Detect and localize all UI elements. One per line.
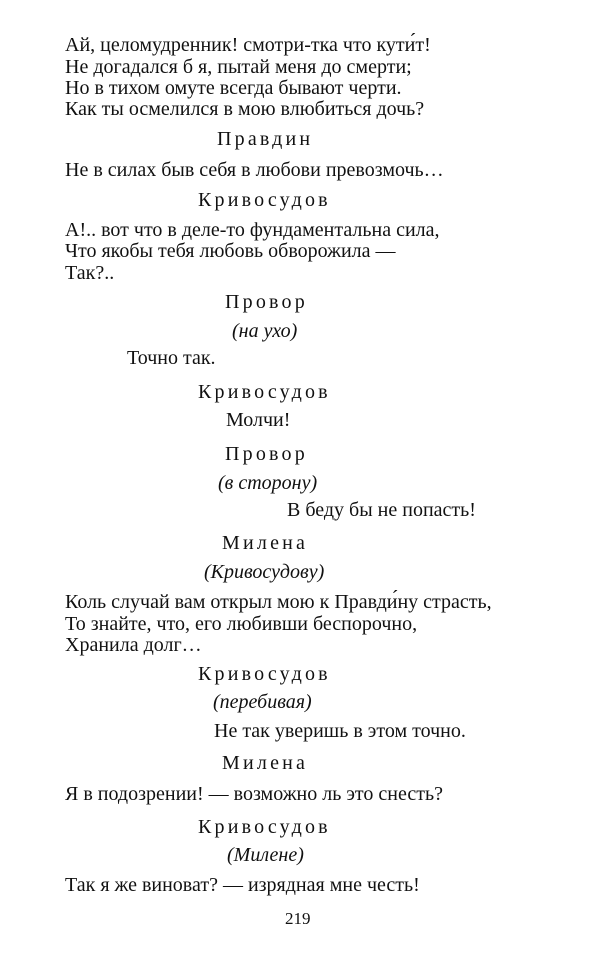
verse-line: Коль случай вам открыл мою к Правди́ну страсть, [65,591,492,613]
stage-direction: (на ухо) [232,320,298,342]
page-number: 219 [285,909,311,928]
verse-line: То знайте, что, его любивши беспорочно, [65,613,418,635]
verse-line: Хранила долг… [65,634,202,656]
verse-line: Ай, целомудренник! смотри-тка что кути́т! [65,34,431,56]
speaker-name: Кривосудов [198,663,331,685]
stage-direction: (Милене) [227,844,304,866]
speaker-name: Милена [222,752,309,774]
speaker-name: Провор [225,291,308,313]
verse-line: Не догадался б я, пытай меня до смерти; [65,56,412,78]
verse-line: Что якобы тебя любовь обворожила — [65,240,396,262]
speaker-name: Кривосудов [198,816,331,838]
verse-line: Молчи! [226,409,291,431]
speaker-name: Провор [225,443,308,465]
verse-line: Но в тихом омуте всегда бывают черти. [65,77,402,99]
verse-line: Точно так. [127,347,216,369]
stage-direction: (в сторону) [218,472,318,494]
verse-line: Я в подозрении! — возможно ль это снесть? [65,783,443,805]
stage-direction: (Кривосудову) [204,561,325,583]
verse-line: Так я же виноват? — изрядная мне честь! [65,874,420,896]
verse-line: Не так уверишь в этом точно. [214,720,466,742]
verse-line: Не в силах быв себя в любови превозмочь… [65,159,444,181]
speaker-name: Кривосудов [198,189,331,211]
verse-line: Так?.. [65,262,115,284]
verse-line: А!.. вот что в деле-то фундаментальна сила, [65,219,440,241]
verse-line: В беду бы не попасть! [287,499,476,521]
verse-line: Как ты осмелился в мою влюбиться дочь? [65,98,425,120]
speaker-name: Милена [222,532,309,554]
speaker-name: Правдин [217,128,314,150]
stage-direction: (перебивая) [213,691,312,713]
speaker-name: Кривосудов [198,381,331,403]
